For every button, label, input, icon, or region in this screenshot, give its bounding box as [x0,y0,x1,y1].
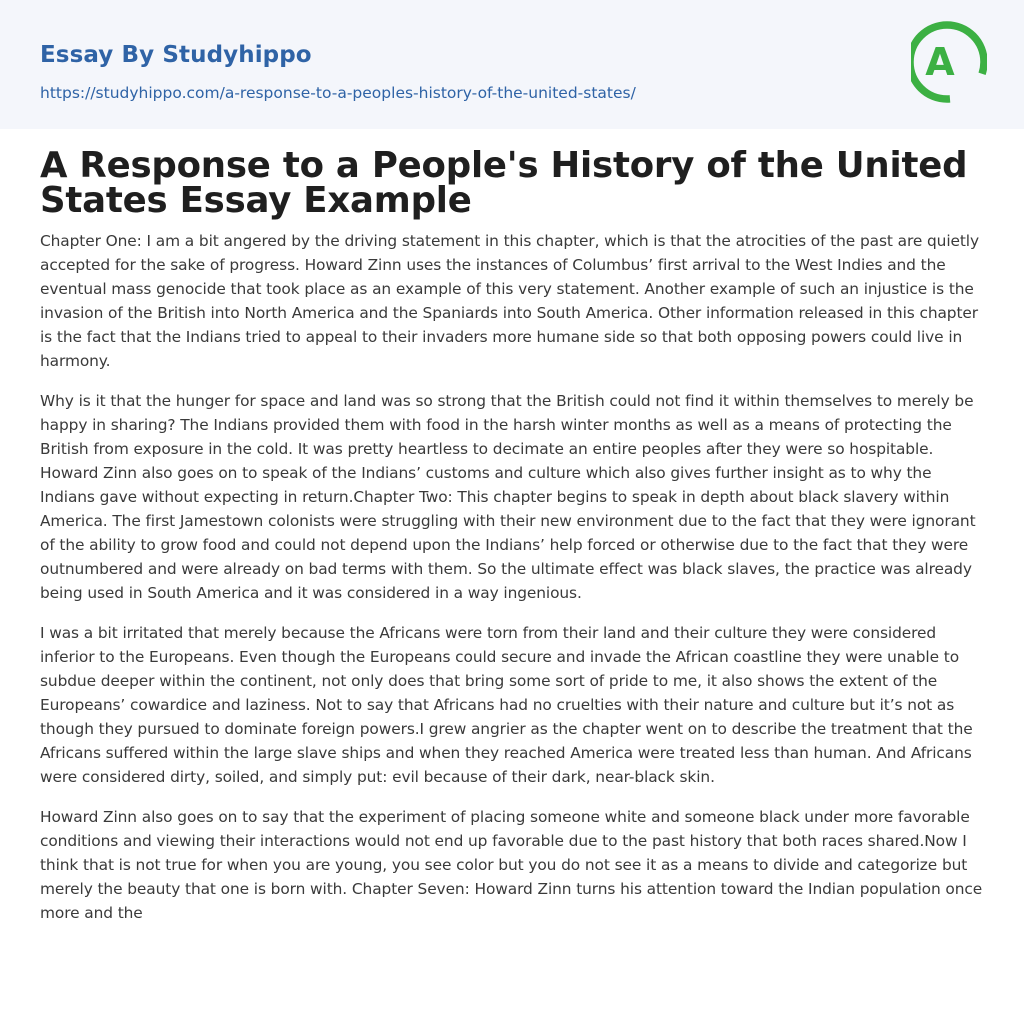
site-header [0,0,1024,129]
brand-title[interactable]: Essay By Studyhippo [40,42,312,68]
source-url-link[interactable]: https://studyhippo.com/a-response-to-a-peoples-history-of-the-united-states/ [40,84,636,102]
essay-paragraph: I was a bit irritated that merely because the Africans were torn from their land and their culture they were considered inferior to the Europeans. Even though the Europeans could secure and invade the African coastline they were unable to subdue deeper within the continent, not only does that bring some sort of pride to me, it also shows the extent of the Europeans’ cowardice and laziness. Not to say that Africans had no cruelties with their nature and culture but it’s not as though they pursued to dominate foreign powers.I grew angrier as the chapter went on to describe the treatment that the Africans suffered within the large slave ships and when they reached America were treated less than human. And Africans were considered dirty, soiled, and simply put: evil because of their dark, near-black skin. [40,624,973,786]
essay-paragraph: Chapter One: I am a bit angered by the driving statement in this chapter, which is that the atrocities of the past are quietly accepted for the sake of progress. Howard Zinn uses the instances of Columbus’ first arrival to the West Indies and the eventual mass genocide that took place as an example of this very statement. Another example of such an injustice is the invasion of the British into North America and the Spaniards into South America. Other information released in this chapter is the fact that the Indians tried to appeal to their invaders more humane side so that both opposing powers could live in harmony. [40,232,979,370]
studyhippo-logo-icon[interactable] [911,19,987,105]
essay-paragraph: Howard Zinn also goes on to say that the experiment of placing someone white and someone black under more favorable conditions and viewing their interactions would not end up favorable due to the past history that both races shared.Now I think that is not true for when you are young, you see color but you do not see it as a means to divide and categorize but merely the beauty that one is born with. Chapter Seven: Howard Zinn turns his attention toward the Indian population once more and the [40,808,983,922]
page-title: A Response to a People's History of the United States Essay Example [40,145,968,221]
essay-paragraph: Why is it that the hunger for space and land was so strong that the British could not find it within themselves to merely be happy in sharing? The Indians provided them with food in the harsh winter months as well as a means of protecting the British from exposure in the cold. It was pretty heartless to decimate an entire peoples after they were so hospitable. Howard Zinn also goes on to speak of the Indians’ customs and culture which also gives further insight as to why the Indians gave without expecting in return.Chapter Two: This chapter begins to speak in depth about black slavery within America. The first Jamestown colonists were struggling with their new environment due to the fact that they were ignorant of the ability to grow food and could not depend upon the Indians’ help forced or otherwise due to the fact that they were outnumbered and were already on bad terms with them. So the ultimate effect was black slaves, the practice was already being used in South America and it was considered in a way ingenious. [40,392,976,602]
logo-letter: A [925,40,955,84]
essay-body [40,229,986,941]
